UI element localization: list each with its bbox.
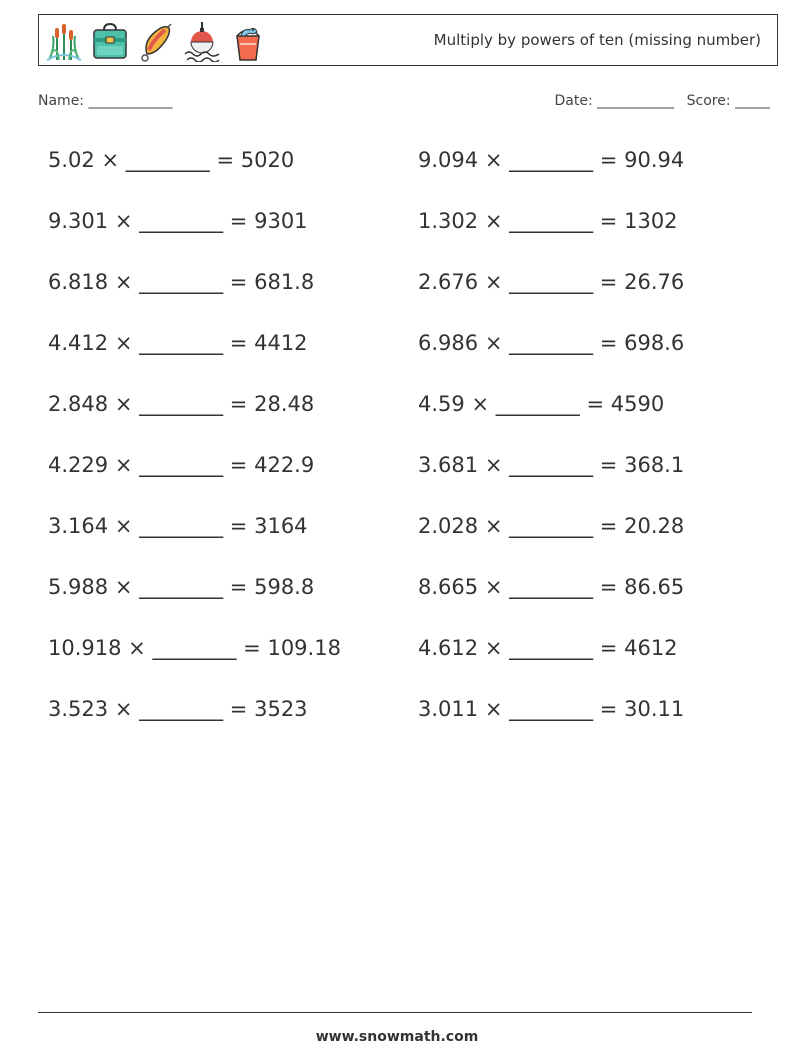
equals-sign: = bbox=[599, 331, 618, 355]
problem-item bbox=[418, 148, 684, 172]
problem-result: 109.18 bbox=[267, 636, 341, 660]
problem-item bbox=[48, 453, 314, 477]
answer-blank[interactable]: ________ bbox=[509, 636, 594, 660]
problem-factor: 3.523 bbox=[48, 697, 109, 721]
problem-item bbox=[48, 209, 308, 233]
problem-item bbox=[48, 697, 308, 721]
problem-factor: 2.028 bbox=[418, 514, 479, 538]
equals-sign: = bbox=[599, 514, 618, 538]
times-sign: × bbox=[484, 697, 503, 721]
problem-item bbox=[48, 270, 314, 294]
times-sign: × bbox=[114, 453, 133, 477]
fishing-lure-icon bbox=[137, 20, 175, 62]
times-sign: × bbox=[114, 331, 133, 355]
problem-factor: 5.02 bbox=[48, 148, 95, 172]
problem-factor: 8.665 bbox=[418, 575, 479, 599]
problem-result: 3164 bbox=[254, 514, 308, 538]
times-sign: × bbox=[484, 453, 503, 477]
problem-item bbox=[418, 392, 664, 416]
answer-blank[interactable]: ________ bbox=[139, 270, 224, 294]
problem-result: 698.6 bbox=[624, 331, 685, 355]
answer-blank[interactable]: ________ bbox=[139, 697, 224, 721]
problem-factor: 6.818 bbox=[48, 270, 109, 294]
problem-result: 5020 bbox=[240, 148, 295, 172]
problem-item bbox=[48, 148, 294, 172]
equals-sign: = bbox=[229, 270, 248, 294]
answer-blank[interactable]: ________ bbox=[139, 331, 224, 355]
tackle-box-icon bbox=[91, 20, 129, 62]
problem-item bbox=[418, 270, 684, 294]
equals-sign: = bbox=[229, 209, 248, 233]
times-sign: × bbox=[114, 514, 133, 538]
equals-sign: = bbox=[229, 575, 248, 599]
problem-item bbox=[418, 453, 684, 477]
problem-factor: 5.988 bbox=[48, 575, 109, 599]
times-sign: × bbox=[484, 209, 503, 233]
times-sign: × bbox=[114, 575, 133, 599]
equals-sign: = bbox=[229, 697, 248, 721]
problem-item bbox=[48, 331, 308, 355]
problem-item bbox=[48, 636, 341, 660]
answer-blank[interactable]: ________ bbox=[509, 270, 594, 294]
answer-blank[interactable]: ________ bbox=[125, 148, 210, 172]
equals-sign: = bbox=[599, 575, 618, 599]
equals-sign: = bbox=[599, 636, 618, 660]
problem-factor: 1.302 bbox=[418, 209, 479, 233]
times-sign: × bbox=[114, 392, 133, 416]
answer-blank[interactable]: ________ bbox=[509, 575, 594, 599]
problem-result: 28.48 bbox=[254, 392, 315, 416]
problem-factor: 3.011 bbox=[418, 697, 479, 721]
bait-bucket-icon bbox=[229, 20, 267, 62]
problem-result: 598.8 bbox=[254, 575, 315, 599]
equals-sign: = bbox=[243, 636, 261, 660]
times-sign: × bbox=[484, 331, 503, 355]
equals-sign: = bbox=[599, 697, 618, 721]
problem-result: 9301 bbox=[254, 209, 308, 233]
problem-item bbox=[418, 636, 678, 660]
problem-result: 4412 bbox=[254, 331, 308, 355]
problem-result: 4612 bbox=[624, 636, 678, 660]
times-sign: × bbox=[471, 392, 490, 416]
problem-factor: 4.59 bbox=[418, 392, 465, 416]
problem-item bbox=[418, 697, 684, 721]
times-sign: × bbox=[484, 148, 503, 172]
equals-sign: = bbox=[599, 270, 618, 294]
problem-result: 20.28 bbox=[624, 514, 685, 538]
answer-blank[interactable]: ________ bbox=[509, 331, 594, 355]
problem-result: 1302 bbox=[624, 209, 678, 233]
problem-factor: 6.986 bbox=[418, 331, 479, 355]
problem-factor: 3.164 bbox=[48, 514, 109, 538]
worksheet-header bbox=[38, 14, 778, 66]
problem-factor: 4.612 bbox=[418, 636, 479, 660]
problem-factor: 10.918 bbox=[48, 636, 122, 660]
problem-result: 4590 bbox=[610, 392, 665, 416]
score-field: Score: _____ bbox=[686, 93, 770, 109]
answer-blank[interactable]: ________ bbox=[139, 575, 224, 599]
answer-blank[interactable]: ________ bbox=[495, 392, 580, 416]
problem-factor: 9.094 bbox=[418, 148, 479, 172]
problem-result: 681.8 bbox=[254, 270, 315, 294]
fishing-bobber-icon bbox=[183, 20, 221, 62]
times-sign: × bbox=[101, 148, 120, 172]
problem-factor: 2.676 bbox=[418, 270, 479, 294]
answer-blank[interactable]: ________ bbox=[139, 392, 224, 416]
answer-blank[interactable]: ________ bbox=[139, 514, 224, 538]
times-sign: × bbox=[114, 697, 133, 721]
equals-sign: = bbox=[599, 453, 618, 477]
problem-item bbox=[48, 392, 314, 416]
times-sign: × bbox=[128, 636, 146, 660]
times-sign: × bbox=[114, 209, 133, 233]
problem-factor: 3.681 bbox=[418, 453, 479, 477]
equals-sign: = bbox=[229, 331, 248, 355]
answer-blank[interactable]: ________ bbox=[509, 697, 594, 721]
problem-item bbox=[418, 331, 684, 355]
times-sign: × bbox=[484, 270, 503, 294]
problem-result: 86.65 bbox=[624, 575, 685, 599]
cattail-reeds-icon bbox=[45, 20, 83, 62]
times-sign: × bbox=[484, 514, 503, 538]
answer-blank[interactable]: ________ bbox=[509, 209, 594, 233]
equals-sign: = bbox=[229, 392, 248, 416]
problem-item bbox=[418, 209, 678, 233]
equals-sign: = bbox=[599, 209, 618, 233]
problem-item bbox=[48, 514, 308, 538]
worksheet-title: Multiply by powers of ten (missing number) bbox=[433, 31, 761, 49]
problem-factor: 2.848 bbox=[48, 392, 109, 416]
times-sign: × bbox=[484, 636, 503, 660]
answer-blank[interactable]: ________ bbox=[509, 148, 594, 172]
name-field: Name: ____________ bbox=[38, 93, 173, 109]
date-field: Date: ___________ bbox=[554, 93, 675, 109]
problem-factor: 4.412 bbox=[48, 331, 109, 355]
footer-website: www.snowmath.com bbox=[315, 1029, 479, 1045]
answer-blank[interactable]: ________ bbox=[509, 514, 594, 538]
times-sign: × bbox=[114, 270, 133, 294]
answer-blank[interactable]: ________ bbox=[139, 209, 224, 233]
problem-result: 26.76 bbox=[624, 270, 685, 294]
problem-item bbox=[418, 575, 684, 599]
problem-result: 3523 bbox=[254, 697, 308, 721]
equals-sign: = bbox=[599, 148, 618, 172]
problem-result: 90.94 bbox=[624, 148, 685, 172]
equals-sign: = bbox=[216, 148, 235, 172]
problem-result: 422.9 bbox=[254, 453, 315, 477]
equals-sign: = bbox=[586, 392, 605, 416]
equals-sign: = bbox=[229, 453, 248, 477]
problem-result: 368.1 bbox=[624, 453, 685, 477]
problem-factor: 9.301 bbox=[48, 209, 109, 233]
equals-sign: = bbox=[229, 514, 248, 538]
problem-item bbox=[48, 575, 314, 599]
problem-item bbox=[418, 514, 684, 538]
answer-blank[interactable]: ________ bbox=[509, 453, 594, 477]
footer-divider bbox=[38, 1012, 752, 1013]
header-icons bbox=[45, 20, 267, 62]
problem-result: 30.11 bbox=[624, 697, 685, 721]
times-sign: × bbox=[484, 575, 503, 599]
answer-blank[interactable]: ________ bbox=[152, 636, 237, 660]
answer-blank[interactable]: ________ bbox=[139, 453, 224, 477]
problem-factor: 4.229 bbox=[48, 453, 109, 477]
date-score-fields bbox=[555, 93, 770, 109]
